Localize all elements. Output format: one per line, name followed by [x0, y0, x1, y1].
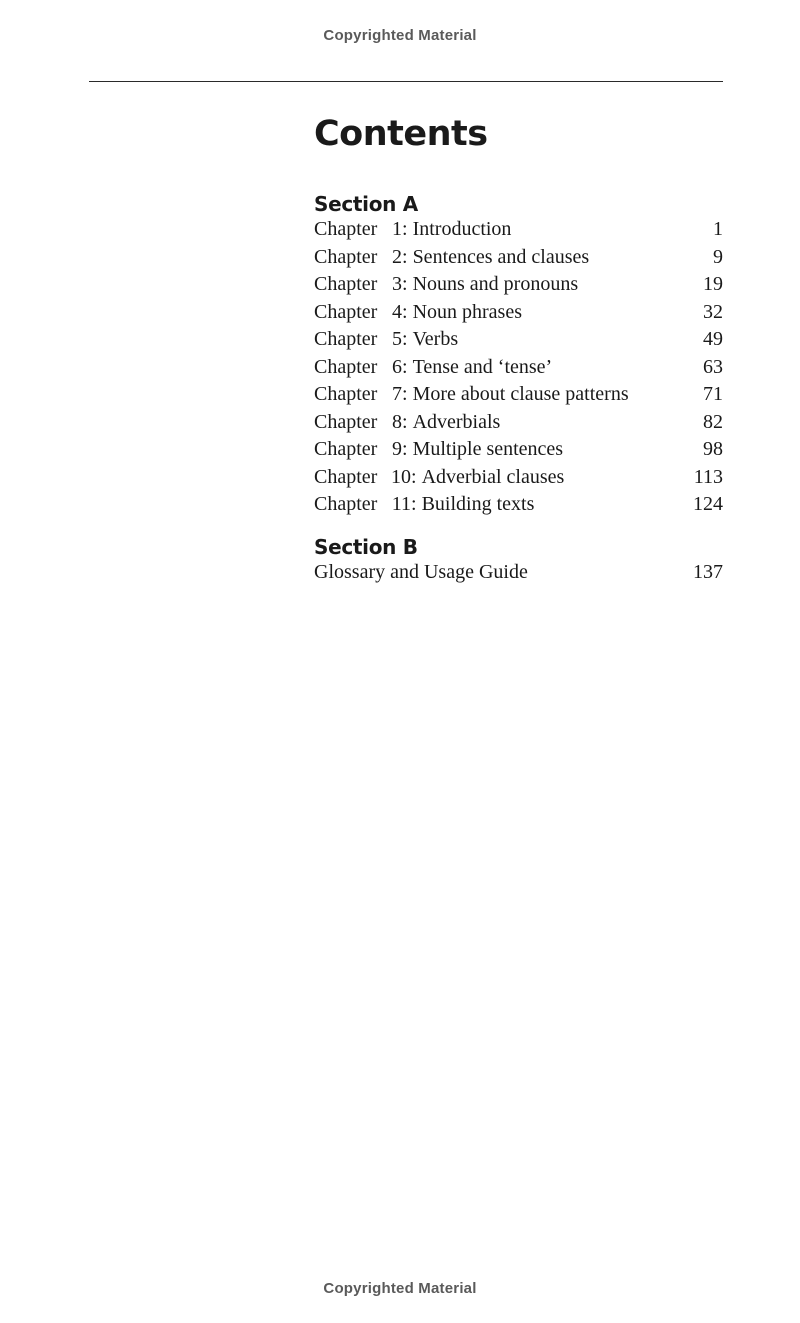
section-b-heading: Section B: [314, 534, 418, 559]
chapter-title: Noun phrases: [412, 300, 522, 323]
entry-kind: Chapter: [314, 300, 378, 323]
toc-entry[interactable]: Chapter 7 : More about clause patterns 71: [314, 381, 723, 409]
chapter-number: 11: [391, 493, 411, 515]
chapter-title: Adverbials: [412, 410, 501, 433]
chapter-title: Verbs: [412, 328, 459, 350]
entry-title: Glossary and Usage Guide: [314, 560, 528, 583]
page-number: 1: [713, 218, 723, 240]
section-a-heading: Section A: [314, 192, 418, 216]
copyright-watermark-bottom: Copyrighted Material: [323, 1280, 477, 1297]
chapter-number: 9: [392, 438, 402, 460]
page-number: 71: [703, 383, 723, 405]
page-number: 49: [703, 328, 723, 350]
section-b: [314, 535, 723, 587]
toc-entry[interactable]: Chapter 8 : Adverbials 82: [314, 409, 723, 437]
page-number: 137: [693, 560, 723, 583]
toc-entry[interactable]: Chapter 10 : Adverbial clauses 113: [314, 464, 723, 492]
toc-entry[interactable]: Chapter 3 : Nouns and pronouns 19: [314, 271, 723, 299]
entry-kind: Chapter: [314, 438, 378, 460]
page-number: 9: [713, 245, 723, 268]
toc-entry[interactable]: Chapter 6 : Tense and ‘tense’ 63: [314, 354, 723, 382]
page-number: 124: [693, 493, 723, 515]
entry-kind: Chapter: [314, 245, 378, 268]
page-number: 98: [703, 438, 723, 460]
page-number: 63: [703, 355, 723, 378]
chapter-title: Nouns and pronouns: [412, 273, 579, 295]
chapter-title: Tense and ‘tense’: [412, 355, 553, 378]
chapter-number: 6: [392, 355, 402, 378]
chapter-title: Adverbial clauses: [421, 465, 565, 488]
chapter-number: 7: [392, 383, 402, 405]
chapter-number: 4: [392, 300, 402, 323]
toc-entry[interactable]: [314, 559, 723, 587]
page-number: 113: [693, 465, 723, 488]
entry-kind: Chapter: [314, 383, 378, 405]
chapter-number: 10: [391, 465, 411, 488]
chapter-title: Introduction: [412, 218, 512, 240]
page-title: Contents: [314, 114, 488, 154]
entry-kind: Chapter: [314, 410, 378, 433]
toc-entry[interactable]: Chapter 11 : Building texts 124: [314, 491, 723, 519]
toc-entry[interactable]: Chapter 4 : Noun phrases 32: [314, 299, 723, 327]
copyright-watermark-top: Copyrighted Material: [323, 27, 477, 44]
entry-kind: Chapter: [314, 273, 378, 295]
entry-kind: Chapter: [314, 465, 378, 488]
toc-entry[interactable]: Chapter 5 : Verbs 49: [314, 326, 723, 354]
section-a: [314, 192, 723, 519]
page-number: 32: [703, 300, 723, 323]
toc-entry[interactable]: Chapter 2 : Sentences and clauses 9: [314, 244, 723, 272]
toc-entry[interactable]: Chapter 1 : Introduction 1: [314, 216, 723, 244]
chapter-title: Sentences and clauses: [412, 245, 590, 268]
entry-kind: Chapter: [314, 218, 378, 240]
header-rule: [89, 81, 723, 82]
chapter-title: Multiple sentences: [412, 438, 564, 460]
chapter-number: 5: [392, 328, 402, 350]
page-number: 19: [703, 273, 723, 295]
chapter-number: 8: [392, 410, 402, 433]
entry-kind: Chapter: [314, 493, 378, 515]
chapter-title: Building texts: [421, 493, 535, 515]
chapter-title: More about clause patterns: [412, 383, 629, 405]
toc-entry[interactable]: Chapter 9 : Multiple sentences 98: [314, 436, 723, 464]
page-number: 82: [703, 410, 723, 433]
table-of-contents: [314, 110, 723, 586]
chapter-number: 3: [392, 273, 402, 295]
chapter-number: 2: [392, 245, 402, 268]
entry-kind: Chapter: [314, 328, 378, 350]
entry-kind: Chapter: [314, 355, 378, 378]
chapter-number: 1: [392, 218, 402, 240]
